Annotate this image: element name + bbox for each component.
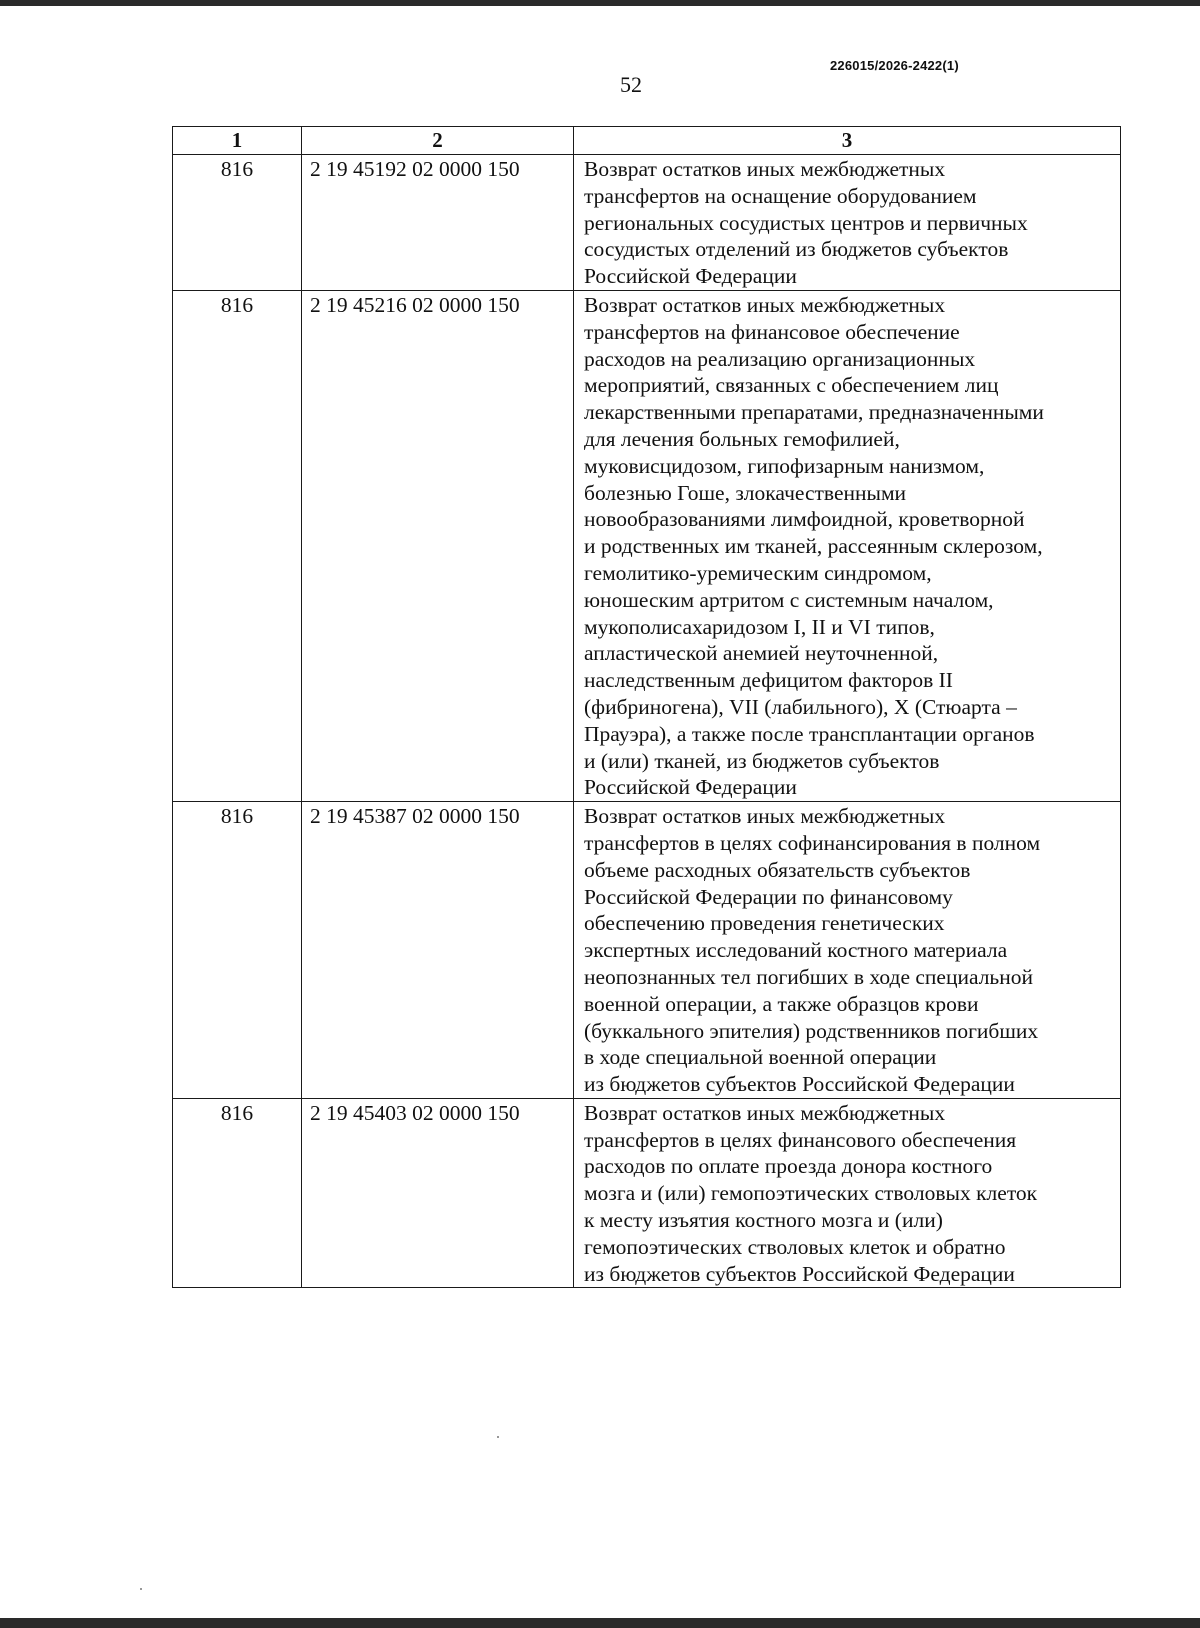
description-line: и (или) тканей, из бюджетов субъектов <box>584 748 940 773</box>
table-row <box>173 802 1121 1099</box>
description-line: (буккального эпителия) родственников погибших <box>584 1018 1039 1043</box>
description-line: Российской Федерации по финансовому <box>584 884 953 909</box>
budget-classification-code-cell: 2 19 45387 02 0000 150 <box>302 802 574 1099</box>
description-line: трансфертов в целях софинансирования в полном <box>584 830 1041 855</box>
budget-code-table <box>172 126 1121 1288</box>
description-line: лекарственными препаратами, предназначенными <box>584 400 1044 425</box>
description-line: в ходе специальной военной операции <box>584 1045 937 1070</box>
description-line: Российской Федерации <box>584 775 797 800</box>
description-line: гемолитико-уремическим синдромом, <box>584 560 932 585</box>
description-line: Возврат остатков иных межбюджетных <box>584 1100 946 1125</box>
description-line: Российской Федерации <box>584 264 797 289</box>
description-cell <box>574 290 1121 801</box>
column-header-2: 2 <box>302 127 574 155</box>
scan-speck <box>140 1588 142 1590</box>
description-cell <box>574 155 1121 291</box>
scan-speck <box>497 1436 499 1438</box>
budget-classification-code-cell: 2 19 45216 02 0000 150 <box>302 290 574 801</box>
description-line: юношеским артритом с системным началом, <box>584 587 994 612</box>
description-cell <box>574 802 1121 1099</box>
document-id: 226015/2026-2422(1) <box>830 58 959 73</box>
description-line: (фибриногена), VII (лабильного), X (Стюарта – <box>584 694 1017 719</box>
description-line: Возврат остатков иных межбюджетных <box>584 804 946 829</box>
description-line: новообразованиями лимфоидной, кроветворной <box>584 507 1025 532</box>
scan-border-top <box>0 0 1200 6</box>
description-line: региональных сосудистых центров и первичных <box>584 210 1028 235</box>
admin-code-cell: 816 <box>173 155 302 291</box>
description-line: Возврат остатков иных межбюджетных <box>584 157 946 181</box>
description-line: экспертных исследований костного материала <box>584 938 1008 963</box>
description-line: мозга и (или) гемопоэтических стволовых клеток <box>584 1181 1038 1206</box>
description-line: объеме расходных обязательств субъектов <box>584 857 971 882</box>
description-line: расходов по оплате проезда донора костного <box>584 1154 993 1179</box>
description-line: из бюджетов субъектов Российской Федерации <box>584 1261 1015 1286</box>
description-line: обеспечению проведения генетических <box>584 911 945 936</box>
budget-classification-code-cell: 2 19 45403 02 0000 150 <box>302 1098 574 1288</box>
description-line: трансфертов на финансовое обеспечение <box>584 319 960 344</box>
description-line: из бюджетов субъектов Российской Федерации <box>584 1072 1015 1097</box>
description-line: неопознанных тел погибших в ходе специальной <box>584 964 1034 989</box>
column-header-3: 3 <box>574 127 1121 155</box>
admin-code-cell: 816 <box>173 802 302 1099</box>
budget-classification-code-cell: 2 19 45192 02 0000 150 <box>302 155 574 291</box>
header-row <box>173 127 1121 155</box>
description-line: муковисцидозом, гипофизарным нанизмом, <box>584 453 985 478</box>
description-line: к месту изъятия костного мозга и (или) <box>584 1208 943 1233</box>
table-body <box>173 155 1121 1288</box>
admin-code-cell: 816 <box>173 290 302 801</box>
description-line: и родственных им тканей, рассеянным склерозом, <box>584 534 1043 559</box>
description-line: болезнью Гоше, злокачественными <box>584 480 907 505</box>
table-row <box>173 290 1121 801</box>
column-header-1: 1 <box>173 127 302 155</box>
description-line: апластической анемией неуточненной, <box>584 641 939 666</box>
description-line: наследственным дефицитом факторов II <box>584 668 953 693</box>
description-line: мероприятий, связанных с обеспечением лиц <box>584 373 999 398</box>
description-line: Возврат остатков иных межбюджетных <box>584 292 946 317</box>
description-line: Прауэра), а также после трансплантации органов <box>584 721 1035 746</box>
table-row <box>173 155 1121 291</box>
description-line: для лечения больных гемофилией, <box>584 426 900 451</box>
description-line: трансфертов в целях финансового обеспечения <box>584 1127 1017 1152</box>
description-line: сосудистых отделений из бюджетов субъектов <box>584 237 1009 262</box>
scan-border-bottom <box>0 1618 1200 1628</box>
description-line: расходов на реализацию организационных <box>584 346 976 371</box>
description-line: гемопоэтических стволовых клеток и обратно <box>584 1234 1006 1259</box>
description-cell <box>574 1098 1121 1288</box>
table-header <box>173 127 1121 155</box>
page-number: 52 <box>620 72 642 97</box>
description-line: мукополисахаридозом I, II и VI типов, <box>584 614 935 639</box>
table-row <box>173 1098 1121 1288</box>
admin-code-cell: 816 <box>173 1098 302 1288</box>
description-line: военной операции, а также образцов крови <box>584 991 979 1016</box>
description-line: трансфертов на оснащение оборудованием <box>584 183 977 208</box>
